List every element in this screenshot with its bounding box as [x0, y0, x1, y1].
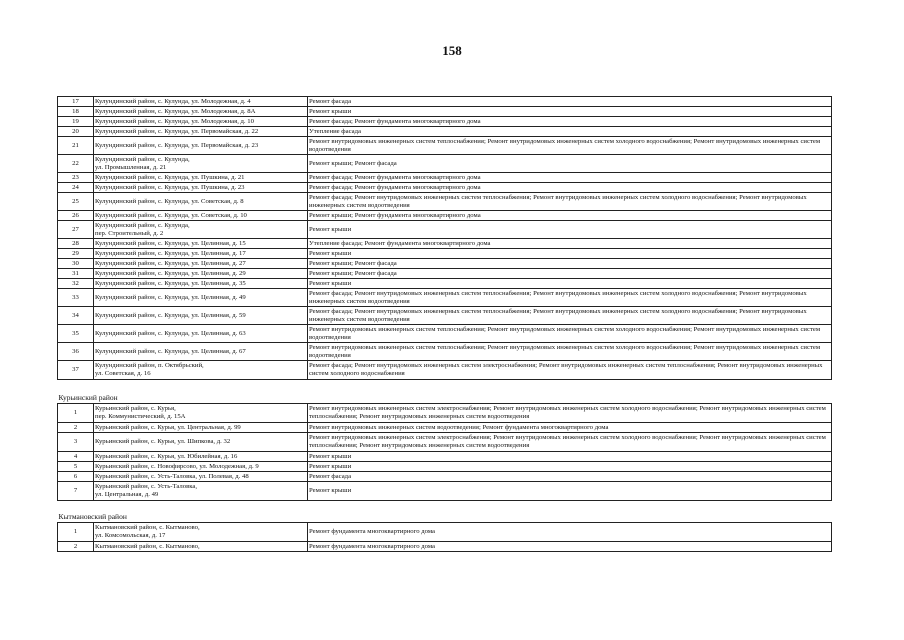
- work-type-cell: Ремонт фасада; Ремонт внутридомовых инженерных систем теплоснабжения; Ремонт внутридомовых инженерных систем холодного водоснабжения; Ремонт внутридомовых инженерных систем водоотведения: [308, 289, 832, 307]
- address-cell: Кытмановский район, с. Кытманово, ул. Комсомольская, д. 17: [94, 523, 308, 542]
- address-cell: Курьинский район, с. Новофирсово, ул. Молодежная, д. 9: [94, 462, 308, 472]
- address-cell: Кулундинский район, с. Кулунда, ул. Целинная, д. 27: [94, 259, 308, 269]
- address-cell: Кулундинский район, с. Кулунда, ул. Первомайская, д. 23: [94, 137, 308, 155]
- table-row: [58, 361, 832, 380]
- address-cell: Кулундинский район, с. Кулунда, ул. Целинная, д. 35: [94, 279, 308, 289]
- row-number-cell: 22: [58, 155, 94, 173]
- address-cell: Кытмановский район, с. Кытманово,: [94, 542, 308, 552]
- table-row: [58, 452, 832, 462]
- repair-program-table: [57, 96, 832, 552]
- work-type-cell: Ремонт фасада; Ремонт внутридомовых инженерных систем теплоснабжения; Ремонт внутридомовых инженерных систем холодного водоснабжения; Ремонт внутридомовых инженерных систем водоотведения: [308, 307, 832, 325]
- table-row: [58, 279, 832, 289]
- row-number-cell: 6: [58, 472, 94, 482]
- table-row: [58, 183, 832, 193]
- district-title: Курьинский район: [58, 380, 832, 404]
- work-type-cell: Ремонт фундамента многоквартирного дома: [308, 523, 832, 542]
- work-type-cell: Ремонт крыши; Ремонт фасада: [308, 155, 832, 173]
- row-number-cell: 21: [58, 137, 94, 155]
- work-type-cell: Ремонт фасада; Ремонт фундамента многоквартирного дома: [308, 173, 832, 183]
- row-number-cell: 24: [58, 183, 94, 193]
- work-type-cell: Ремонт фасада: [308, 97, 832, 107]
- work-type-cell: Ремонт крыши; Ремонт фасада: [308, 269, 832, 279]
- address-cell: Кулундинский район, п. Октябрьский, ул. Советская, д. 16: [94, 361, 308, 380]
- table-row: [58, 433, 832, 452]
- row-number-cell: 17: [58, 97, 94, 107]
- table-row: [58, 239, 832, 249]
- address-cell: Кулундинский район, с. Кулунда, пер. Строительный, д. 2: [94, 221, 308, 239]
- address-cell: Кулундинский район, с. Кулунда, ул. Пушкина, д. 23: [94, 183, 308, 193]
- work-type-cell: Ремонт внутридомовых инженерных систем теплоснабжения; Ремонт внутридомовых инженерных систем холодного водоснабжения; Ремонт внутридомовых инженерных систем водоотведения: [308, 343, 832, 361]
- table-row: [58, 173, 832, 183]
- table-row: [58, 325, 832, 343]
- work-type-cell: Ремонт крыши: [308, 107, 832, 117]
- table-row: [58, 137, 832, 155]
- address-cell: Кулундинский район, с. Кулунда, ул. Целинная, д. 59: [94, 307, 308, 325]
- work-type-cell: Ремонт крыши: [308, 221, 832, 239]
- table-row: [58, 97, 832, 107]
- row-number-cell: 35: [58, 325, 94, 343]
- row-number-cell: 34: [58, 307, 94, 325]
- address-cell: Кулундинский район, с. Кулунда, ул. Целинная, д. 15: [94, 239, 308, 249]
- table-row: [58, 193, 832, 211]
- address-cell: Кулундинский район, с. Кулунда, ул. Молодежная, д. 8А: [94, 107, 308, 117]
- address-cell: Кулундинский район, с. Кулунда, ул. Первомайская, д. 22: [94, 127, 308, 137]
- work-type-cell: Ремонт крыши: [308, 249, 832, 259]
- address-cell: Курьинский район, с. Усть-Таловка, ул. Полевая, д. 48: [94, 472, 308, 482]
- work-type-cell: Ремонт фасада; Ремонт внутридомовых инженерных систем электроснабжения; Ремонт внутридомовых инженерных систем теплоснабжения; Ремонт внутридомовых инженерных систем холодного водоснабжения: [308, 361, 832, 380]
- table-row: [58, 542, 832, 552]
- table-row: [58, 343, 832, 361]
- district-title: Кытмановский район: [58, 501, 832, 523]
- table-row: [58, 269, 832, 279]
- work-type-cell: Ремонт внутридомовых инженерных систем теплоснабжения; Ремонт внутридомовых инженерных систем холодного водоснабжения; Ремонт внутридомовых инженерных систем водоотведения: [308, 137, 832, 155]
- table-row: [58, 423, 832, 433]
- table-row: [58, 259, 832, 269]
- table-row: [58, 404, 832, 423]
- work-type-cell: Утепление фасада; Ремонт фундамента многоквартирного дома: [308, 239, 832, 249]
- work-type-cell: Ремонт крыши: [308, 482, 832, 501]
- row-number-cell: 2: [58, 423, 94, 433]
- table-row: [58, 472, 832, 482]
- table-row: [58, 289, 832, 307]
- row-number-cell: 20: [58, 127, 94, 137]
- address-cell: Курьинский район, с. Курья, пер. Коммунистический, д. 15А: [94, 404, 308, 423]
- work-type-cell: Ремонт крыши: [308, 452, 832, 462]
- address-cell: Курьинский район, с. Курья, ул. Шипкова, д. 32: [94, 433, 308, 452]
- work-type-cell: Ремонт фасада; Ремонт фундамента многоквартирного дома: [308, 117, 832, 127]
- row-number-cell: 36: [58, 343, 94, 361]
- work-type-cell: Ремонт внутридомовых инженерных систем электроснабжения; Ремонт внутридомовых инженерных систем холодного водоснабжения; Ремонт внутридомовых инженерных систем теплоснабжения; Ремонт внутридомовых инженерных систем водоотведения: [308, 404, 832, 423]
- table-row: [58, 221, 832, 239]
- work-type-cell: Ремонт внутридомовых инженерных систем теплоснабжения; Ремонт внутридомовых инженерных систем холодного водоснабжения; Ремонт внутридомовых инженерных систем водоотведения: [308, 325, 832, 343]
- row-number-cell: 19: [58, 117, 94, 127]
- address-cell: Кулундинский район, с. Кулунда, ул. Целинная, д. 49: [94, 289, 308, 307]
- table-row: [58, 155, 832, 173]
- work-type-cell: Ремонт фасада; Ремонт внутридомовых инженерных систем теплоснабжения; Ремонт внутридомовых инженерных систем холодного водоснабжения; Ремонт внутридомовых инженерных систем водоотведения: [308, 193, 832, 211]
- address-cell: Курьинский район, с. Курья, ул. Центральная, д. 99: [94, 423, 308, 433]
- row-number-cell: 3: [58, 433, 94, 452]
- address-cell: Кулундинский район, с. Кулунда, ул. Целинная, д. 63: [94, 325, 308, 343]
- address-cell: Кулундинский район, с. Кулунда, ул. Советская, д. 8: [94, 193, 308, 211]
- table-row: [58, 117, 832, 127]
- work-type-cell: Ремонт крыши; Ремонт фундамента многоквартирного дома: [308, 211, 832, 221]
- address-cell: Кулундинский район, с. Кулунда, ул. Целинная, д. 29: [94, 269, 308, 279]
- district-header-row: [58, 501, 832, 523]
- address-cell: Кулундинский район, с. Кулунда, ул. Молодежная, д. 4: [94, 97, 308, 107]
- table-body: [58, 97, 832, 552]
- row-number-cell: 33: [58, 289, 94, 307]
- row-number-cell: 26: [58, 211, 94, 221]
- address-cell: Курьинский район, с. Курья, ул. Юбилейная, д. 16: [94, 452, 308, 462]
- table-row: [58, 307, 832, 325]
- work-type-cell: Ремонт внутридомовых инженерных систем водоотведения; Ремонт фундамента многоквартирного дома: [308, 423, 832, 433]
- table-row: [58, 249, 832, 259]
- row-number-cell: 5: [58, 462, 94, 472]
- row-number-cell: 27: [58, 221, 94, 239]
- row-number-cell: 1: [58, 523, 94, 542]
- page-number: 158: [442, 43, 462, 58]
- table-row: [58, 523, 832, 542]
- address-cell: Кулундинский район, с. Кулунда, ул. Целинная, д. 17: [94, 249, 308, 259]
- district-header-row: [58, 380, 832, 404]
- table-row: [58, 127, 832, 137]
- row-number-cell: 23: [58, 173, 94, 183]
- table-row: [58, 211, 832, 221]
- row-number-cell: 2: [58, 542, 94, 552]
- address-cell: Кулундинский район, с. Кулунда, ул. Целинная, д. 67: [94, 343, 308, 361]
- work-type-cell: Ремонт фундамента многоквартирного дома: [308, 542, 832, 552]
- table-row: [58, 482, 832, 501]
- address-cell: Кулундинский район, с. Кулунда, ул. Промышленная, д. 21: [94, 155, 308, 173]
- row-number-cell: 18: [58, 107, 94, 117]
- work-type-cell: Ремонт крыши: [308, 279, 832, 289]
- address-cell: Кулундинский район, с. Кулунда, ул. Молодежная, д. 10: [94, 117, 308, 127]
- address-cell: Курьинский район, с. Усть-Таловка, ул. Центральная, д. 49: [94, 482, 308, 501]
- row-number-cell: 1: [58, 404, 94, 423]
- row-number-cell: 29: [58, 249, 94, 259]
- work-type-cell: Ремонт крыши: [308, 462, 832, 472]
- row-number-cell: 31: [58, 269, 94, 279]
- work-type-cell: Ремонт фасада; Ремонт фундамента многоквартирного дома: [308, 183, 832, 193]
- address-cell: Кулундинский район, с. Кулунда, ул. Пушкина, д. 21: [94, 173, 308, 183]
- work-type-cell: Утепление фасада: [308, 127, 832, 137]
- work-type-cell: Ремонт фасада: [308, 472, 832, 482]
- table-row: [58, 462, 832, 472]
- row-number-cell: 25: [58, 193, 94, 211]
- address-cell: Кулундинский район, с. Кулунда, ул. Советская, д. 10: [94, 211, 308, 221]
- row-number-cell: 28: [58, 239, 94, 249]
- row-number-cell: 7: [58, 482, 94, 501]
- work-type-cell: Ремонт крыши; Ремонт фасада: [308, 259, 832, 269]
- row-number-cell: 4: [58, 452, 94, 462]
- table-row: [58, 107, 832, 117]
- row-number-cell: 37: [58, 361, 94, 380]
- work-type-cell: Ремонт внутридомовых инженерных систем электроснабжения; Ремонт внутридомовых инженерных систем холодного водоснабжения; Ремонт внутридомовых инженерных систем теплоснабжения; Ремонт внутридомовых инженерных систем водоотведения: [308, 433, 832, 452]
- row-number-cell: 32: [58, 279, 94, 289]
- row-number-cell: 30: [58, 259, 94, 269]
